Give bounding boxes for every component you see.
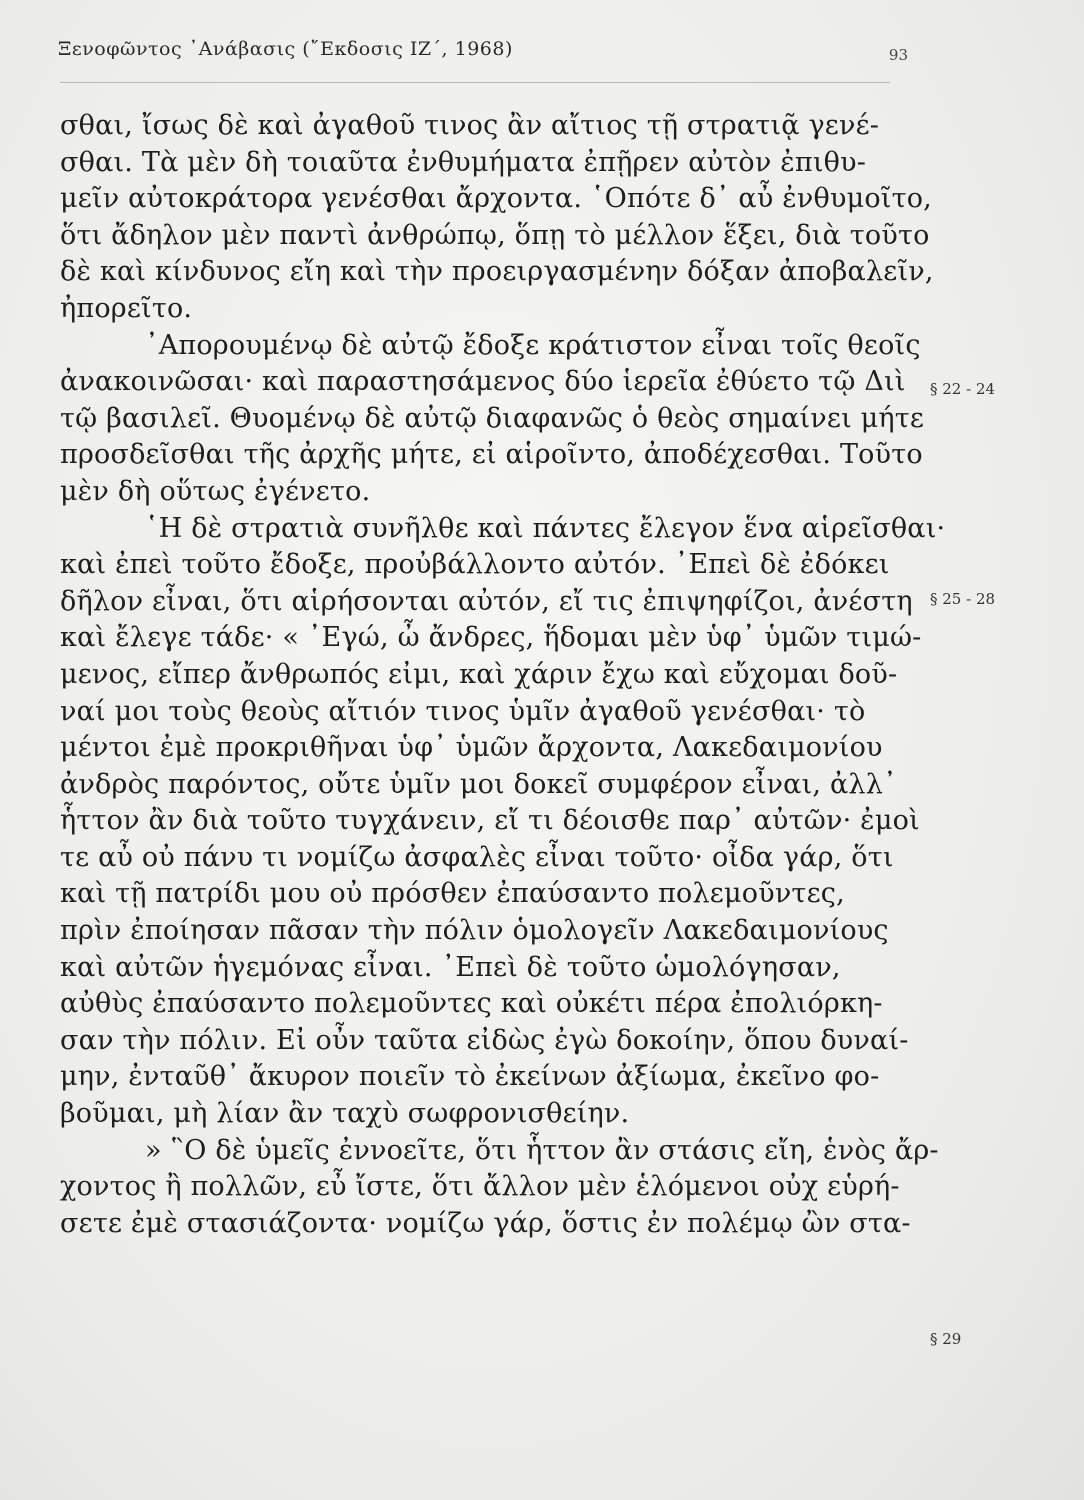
text-line: καὶ ἐπεὶ τοῦτο ἔδοξε, προὐβάλλοντο αὐτόν. ᾿Επεὶ δὲ ἐδόκει — [60, 549, 890, 581]
text-line: τῷ βασιλεῖ. Θυομένῳ δὲ αὐτῷ διαφανῶς ὁ θεὸς σημαίνει μήτε — [60, 402, 925, 434]
text-line: μέντοι ἐμὲ προκριθῆναι ὑφ᾿ ὑμῶν ἄρχοντα, Λακεδαιμονίου — [60, 732, 883, 764]
text-line: χοντος ἢ πολλῶν, εὖ ἴστε, ὅτι ἄλλον μὲν ἑλόμενοι οὐχ εὑρή- — [60, 1171, 900, 1203]
text-line: σθαι, ἴσως δὲ καὶ ἀγαθοῦ τινος ἂν αἴτιος τῇ στρατιᾷ γενέ- — [60, 110, 880, 141]
text-line: ἀνδρὸς παρόντος, οὔτε ὑμῖν μοι δοκεῖ συμφέρον εἶναι, ἀλλ᾿ — [60, 768, 897, 800]
section-marker: § 29 — [930, 1330, 962, 1348]
text-line: σαν τὴν πόλιν. Εἰ οὖν ταῦτα εἰδὼς ἐγὼ δοκοίην, ὅπου δυναί- — [60, 1024, 909, 1056]
text-line: προσδεῖσθαι τῆς ἀρχῆς μήτε, εἰ αἱροῖντο, ἀποδέχεσθαι. Τοῦτο — [60, 439, 923, 471]
text-line: αὐθὺς ἐπαύσαντο πολεμοῦντες καὶ οὐκέτι πέρα ἐπολιόρκη- — [60, 988, 883, 1020]
text-line: σθαι. Τὰ μὲν δὴ τοιαῦτα ἐνθυμήματα ἐπῇρεν αὐτὸν ἐπιθυ- — [60, 146, 867, 178]
text-line: ᾿Απορουμένῳ δὲ αὐτῷ ἔδοξε κράτιστον εἶναι τοῖς θεοῖς — [145, 329, 921, 361]
text-line: ἀνακοινῶσαι· καὶ παραστησάμενος δύο ἱερεῖα ἐθύετο τῷ Διὶ — [60, 366, 906, 398]
text-line: ἠπορεῖτο. — [60, 292, 193, 324]
text-line: μεῖν αὐτοκράτορα γενέσθαι ἄρχοντα. ῾Οπότε δ᾿ αὖ ἐνθυμοῖτο, — [60, 183, 932, 215]
running-head: Ξενοφῶντος ᾿Ανάβασις (῎Εκδοσις ΙΖ΄, 1968) — [58, 38, 513, 60]
section-marker: § 25 - 28 — [930, 590, 996, 608]
text-line: ῾Η δὲ στρατιὰ συνῆλθε καὶ πάντες ἔλεγον ἕνα αἱρεῖσθαι· — [145, 512, 946, 544]
text-line: σετε ἐμὲ στασιάζοντα· νομίζω γάρ, ὅστις ἐν πολέμῳ ὢν στα- — [60, 1207, 911, 1239]
body-text — [60, 108, 946, 1242]
text-line: καὶ αὐτῶν ἡγεμόνας εἶναι. ᾿Επεὶ δὲ τοῦτο ὡμολόγησαν, — [60, 951, 841, 983]
text-line: μην, ἐνταῦθ᾿ ἄκυρον ποιεῖν τὸ ἐκείνων ἀξίωμα, ἐκεῖνο φο- — [60, 1061, 880, 1093]
text-line: δῆλον εἶναι, ὅτι αἱρήσονται αὐτόν, εἴ τις ἐπιψηφίζοι, ἀνέστη — [60, 585, 913, 617]
text-line: μὲν δὴ οὕτως ἐγένετο. — [60, 475, 371, 507]
text-line: πρὶν ἐποίησαν πᾶσαν τὴν πόλιν ὁμολογεῖν Λακεδαιμονίους — [60, 915, 889, 947]
text-line: δὲ καὶ κίνδυνος εἴη καὶ τὴν προειργασμένην δόξαν ἀποβαλεῖν, — [60, 256, 934, 288]
text-line: ἧττον ἂν διὰ τοῦτο τυγχάνειν, εἴ τι δέοισθε παρ᾿ αὐτῶν· ἐμοὶ — [60, 805, 920, 837]
text-line: βοῦμαι, μὴ λίαν ἂν ταχὺ σωφρονισθείην. — [60, 1098, 630, 1130]
text-line: ναί μοι τοὺς θεοὺς αἴτιόν τινος ὑμῖν ἀγαθοῦ γενέσθαι· τὸ — [60, 695, 866, 727]
text-line: ὅτι ἄδηλον μὲν παντὶ ἀνθρώπῳ, ὅπῃ τὸ μέλλον ἕξει, διὰ τοῦτο — [60, 219, 930, 251]
section-marker: § 22 - 24 — [930, 380, 996, 398]
page-header — [58, 36, 908, 76]
text-line: τε αὖ οὐ πάνυ τι νομίζω ἀσφαλὲς εἶναι τοῦτο· οἶδα γάρ, ὅτι — [60, 841, 894, 873]
text-line: » ῝Ο δὲ ὑμεῖς ἐννοεῖτε, ὅτι ἧττον ἂν στάσις εἴη, ἑνὸς ἄρ- — [145, 1134, 939, 1166]
text-line: καὶ ἔλεγε τάδε· « ᾿Εγώ, ὦ ἄνδρες, ἥδομαι μὲν ὑφ᾿ ὑμῶν τιμώ- — [60, 622, 922, 654]
header-rule — [60, 82, 890, 83]
text-line: καὶ τῇ πατρίδι μου οὐ πρόσθεν ἐπαύσαντο πολεμοῦντες, — [60, 878, 845, 910]
page-number: 93 — [888, 46, 908, 64]
text-line: μενος, εἴπερ ἄνθρωπός εἰμι, καὶ χάριν ἔχω καὶ εὔχομαι δοῦ- — [60, 658, 898, 690]
